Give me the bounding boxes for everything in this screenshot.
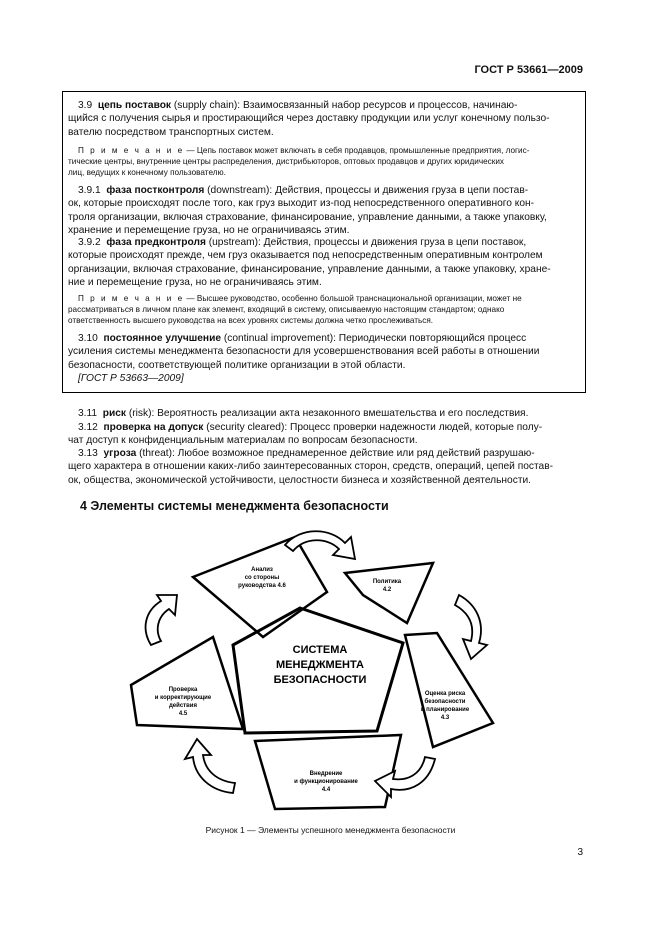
figure-caption: Рисунок 1 — Элементы успешного менеджмента безопасности (205, 825, 456, 835)
e43-label-1: Оценка риска (424, 691, 466, 697)
arrow-44-to-45 (185, 739, 235, 793)
term-3-9: 3.9 цепь поставок (supply chain): Взаимосвязанный набор ресурсов и процессов, начинаю- щийся с получения сырья и простирающийся через доставку продукции или услуг конечному пользо- вателю посредством транспортных систем. (68, 100, 550, 138)
section-4-heading: 4 Элементы системы менеджмента безопасности (80, 499, 389, 513)
e45-label-1: Проверка (168, 687, 198, 693)
center-label-3: БЕЗОПАСНОСТИ (273, 674, 367, 686)
page-number: 3 (577, 847, 583, 858)
doc-header: ГОСТ Р 53661—2009 (474, 64, 583, 76)
e42-label-1: Политика (372, 579, 402, 585)
e44-label-2: и функционирование (294, 779, 358, 785)
term-3-12: 3.12 проверка на допуск (security cleared): Процесс проверки надежности людей, которые полу- чат доступ к конфиденциальным материалам по вопросам безопасности. (68, 422, 543, 447)
e44-label-3: 4.4 (321, 787, 331, 793)
e43-label-4: 4.3 (440, 715, 450, 721)
term-3-9-1: 3.9.1 фаза постконтроля (downstream): Действия, процессы и движения груза в цепи постав- ок, которые происходят после того, как груз выходит из-под непосредственного оперативного кон- троля организации, включая страхование, финансирование, управление данными, а также упаковку, хранение и перемещение груза, но не ограничиваясь этим. (68, 185, 547, 237)
e46-label-2: со стороны (244, 575, 280, 581)
arrow-45-to-46 (146, 595, 177, 645)
segment-policy (345, 563, 433, 623)
arrow-43-to-44 (375, 757, 435, 797)
arrow-46-to-42 (285, 531, 355, 559)
center-label-2: МЕНЕДЖМЕНТА (276, 659, 364, 671)
security-management-diagram (115, 525, 535, 815)
e46-label-1: Анализ (251, 567, 273, 573)
term-3-11: 3.11 риск (risk): Вероятность реализации акта незаконного вмешательства и его последствия. (78, 408, 529, 419)
e44-label-1: Внедрение (309, 771, 343, 777)
e46-label-3: руководства 4.6 (238, 583, 286, 589)
e45-label-3: действия (169, 703, 197, 709)
term-3-10: 3.10 постоянное улучшение (continual improvement): Периодически повторяющийся процесс усиления системы менеджмента безопасности для усовершенствования всей работы в отношении безопасности, соответствующей политике организации в этой области. [ГОСТ Р 53663—2009] (68, 333, 540, 385)
e45-label-4: 4.5 (178, 711, 188, 717)
arrow-42-to-43 (455, 595, 487, 659)
e43-label-3: и планирование (420, 707, 470, 713)
e42-label-2: 4.2 (382, 587, 392, 593)
note-2: П р и м е ч а н и е — Высшее руководство, особенно большой транснациональной организации, может не рассматриваться в личном плане как элемент, входящий в систему, описываемую настоящим стандартом; однако ответственность высшего руководства на всех уровнях системы должна четко прослеживаться. (68, 294, 522, 326)
center-label-1: СИСТЕМА (292, 644, 348, 656)
term-3-13: 3.13 угроза (threat): Любое возможное преднамеренное действие или ряд действий разрушаю- щего характера в отношении каких-либо заинтересованных сторон, средств, операций, цепей постав- ок, общества, экономической устойчивости, целостности бизнеса и хозяйственной деятельности. (68, 448, 554, 486)
e45-label-2: и корректирующие (154, 695, 212, 701)
e43-label-2: безопасности (424, 699, 466, 705)
note-1: П р и м е ч а н и е — Цепь поставок может включать в себя продавцов, промышленные предприятия, логис- тические центры, внутренние центры распределения, дистрибьюторов, оптовых продавцов и других юридических лиц, ведущих к конечному пользователю. (68, 146, 530, 178)
term-3-9-2: 3.9.2 фаза предконтроля (upstream): Действия, процессы и движения груза в цепи поставок, которые происходят прежде, чем груз оказывается под непосредственным оперативным контролем организации, включая страхование, финансирование, управление данными, а также упаковку, хране- ние и перемещение груза, но не ограничиваясь этим. (68, 237, 551, 289)
